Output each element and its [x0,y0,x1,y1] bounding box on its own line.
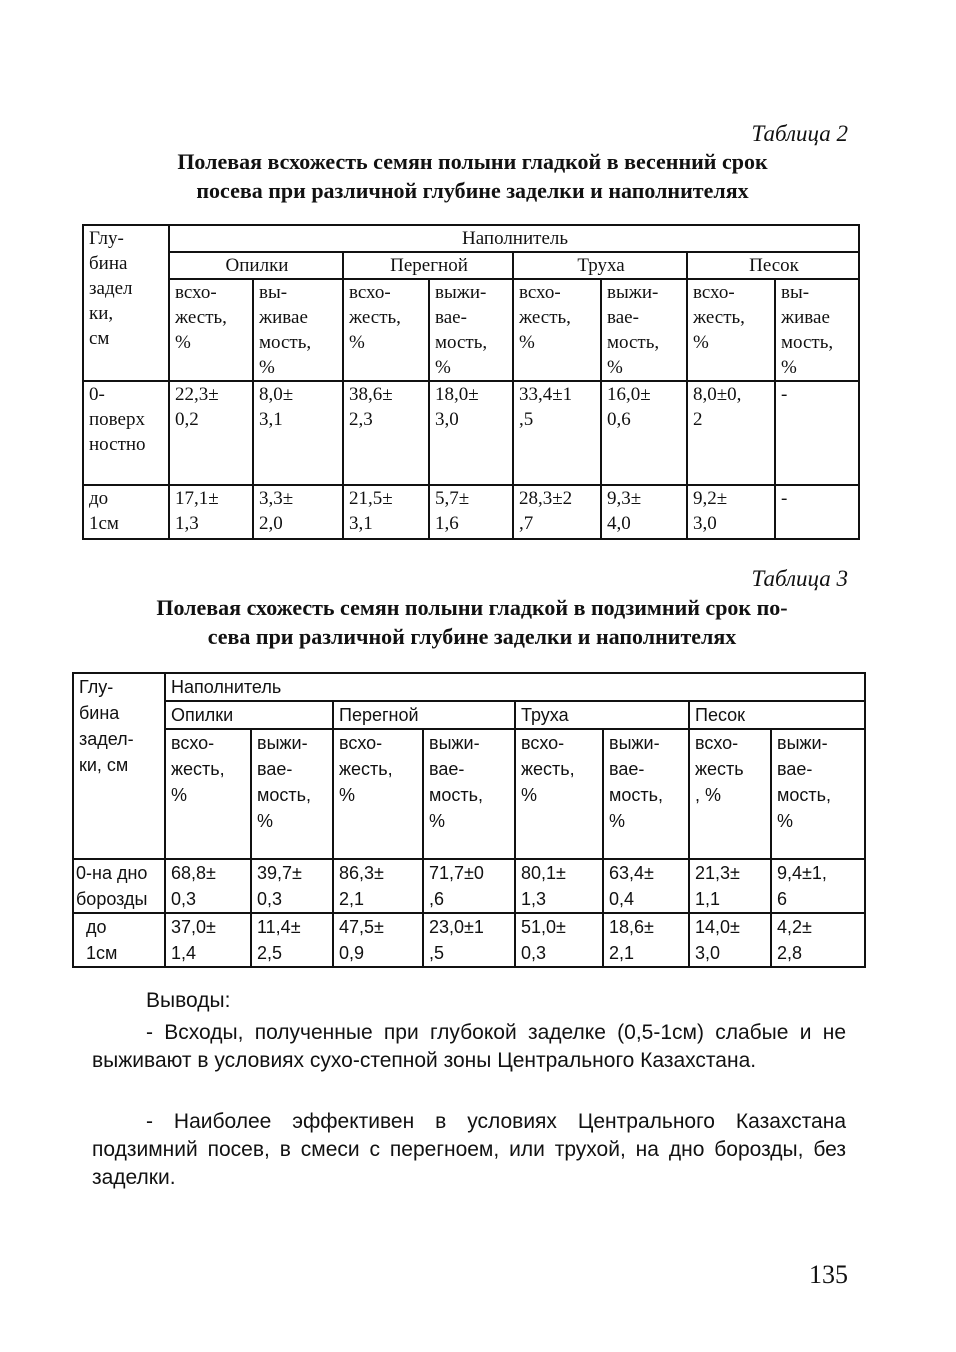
table-2-row-1-depth: 0- поверх ностно [83,381,169,485]
table-cell: 47,5± 0,9 [333,913,423,967]
table-2-filler-sand: Песок [687,252,859,279]
conclusion-item-2: - Наиболее эффективен в условиях Центрального Казахстана подзимний посев, в смеси с перегноем, или трухой, на дно борозды, без заделки. [92,1110,846,1189]
table-2-label: Таблица 2 [751,121,848,146]
table-2-subheader: вы- живае мость, % [775,279,859,381]
table-row [73,913,865,967]
table-cell: 18,6± 2,1 [603,913,689,967]
table-2-filler-sawdust: Опилки [169,252,343,279]
table-2-row-2-depth: до 1см [83,485,169,539]
table-3-subheader: выжи- вае- мость, % [771,729,865,859]
table-3-row-2-depth: до 1см [73,913,165,967]
table-cell: 8,0± 3,1 [253,381,343,485]
table-3-title-line-1: Полевая схожесть семян полыни гладкой в подзимний срок по- [156,595,788,620]
table-2-subheader: всхо- жесть, % [343,279,429,381]
table-3-subheader: всхо- жесть , % [689,729,771,859]
table-row [73,859,865,913]
table-2-subheader: выжи- вае- мость, % [429,279,513,381]
table-3-label: Таблица 3 [751,566,848,591]
table-cell: 21,3± 1,1 [689,859,771,913]
table-2-depth-header: Глу- бина задел ки, см [83,225,169,381]
table-3-filler-dust: Труха [515,701,689,729]
table-cell: 28,3±2 ,7 [513,485,601,539]
table-row [83,381,859,485]
table-cell: 17,1± 1,3 [169,485,253,539]
table-cell: 9,4±1, 6 [771,859,865,913]
table-3-filler-sawdust: Опилки [165,701,333,729]
table-3-subheader: всхо- жесть, % [333,729,423,859]
table-3-subheader: выжи- вае- мость, % [423,729,515,859]
table-3-filler-header: Наполнитель [165,673,865,701]
table-cell: - [775,485,859,539]
table-2-title-line-2: посева при различной глубине заделки и наполнителях [196,178,749,203]
table-2-subheader: всхо- жесть, % [687,279,775,381]
table-cell: 38,6± 2,3 [343,381,429,485]
table-2 [82,224,860,540]
table-3-row-1-depth: 0-на дно борозды [73,859,165,913]
table-cell: 3,3± 2,0 [253,485,343,539]
table-cell: - [775,381,859,485]
conclusion-item-1: - Всходы, полученные при глубокой заделке (0,5-1см) слабые и не выживают в условиях сухо-степной зоны Центрального Казахстана. [92,1021,846,1072]
table-cell: 9,2± 3,0 [687,485,775,539]
table-2-title-line-1: Полевая всхожесть семян полыни гладкой в весенний срок [177,149,768,174]
table-cell: 16,0± 0,6 [601,381,687,485]
table-3-title [88,593,856,651]
table-cell: 37,0± 1,4 [165,913,251,967]
table-cell: 23,0±1 ,5 [423,913,515,967]
table-cell: 33,4±1 ,5 [513,381,601,485]
table-3-title-line-2: сева при различной глубине заделки и наполнителях [207,624,737,649]
table-cell: 5,7± 1,6 [429,485,513,539]
table-2-subheader: вы- живае мость, % [253,279,343,381]
table-cell: 14,0± 3,0 [689,913,771,967]
table-cell: 8,0±0, 2 [687,381,775,485]
table-2-subheader: всхо- жесть, % [513,279,601,381]
table-cell: 80,1± 1,3 [515,859,603,913]
table-2-title [90,147,855,205]
table-cell: 71,7±0 ,6 [423,859,515,913]
table-3-subheader: всхо- жесть, % [515,729,603,859]
table-3-depth-header: Глу- бина задел- ки, см [73,673,165,859]
table-3 [72,672,866,968]
table-cell: 9,3± 4,0 [601,485,687,539]
table-2-filler-header: Наполнитель [169,225,859,252]
conclusions-heading: Выводы: [146,989,231,1012]
table-cell: 22,3± 0,2 [169,381,253,485]
table-3-subheader: выжи- вае- мость, % [251,729,333,859]
table-cell: 63,4± 0,4 [603,859,689,913]
table-cell: 39,7± 0,3 [251,859,333,913]
table-2-subheader: выжи- вае- мость, % [601,279,687,381]
table-cell: 21,5± 3,1 [343,485,429,539]
table-2-filler-dust: Труха [513,252,687,279]
table-row [83,485,859,539]
table-3-subheader: всхо- жесть, % [165,729,251,859]
table-3-filler-humus: Перегной [333,701,515,729]
table-cell: 68,8± 0,3 [165,859,251,913]
table-3-filler-sand: Песок [689,701,865,729]
table-3-subheader: выжи- вае- мость, % [603,729,689,859]
table-cell: 86,3± 2,1 [333,859,423,913]
table-cell: 18,0± 3,0 [429,381,513,485]
table-cell: 11,4± 2,5 [251,913,333,967]
table-cell: 51,0± 0,3 [515,913,603,967]
table-cell: 4,2± 2,8 [771,913,865,967]
table-2-filler-humus: Перегной [343,252,513,279]
page-number: 135 [809,1260,848,1289]
table-2-subheader: всхо- жесть, % [169,279,253,381]
